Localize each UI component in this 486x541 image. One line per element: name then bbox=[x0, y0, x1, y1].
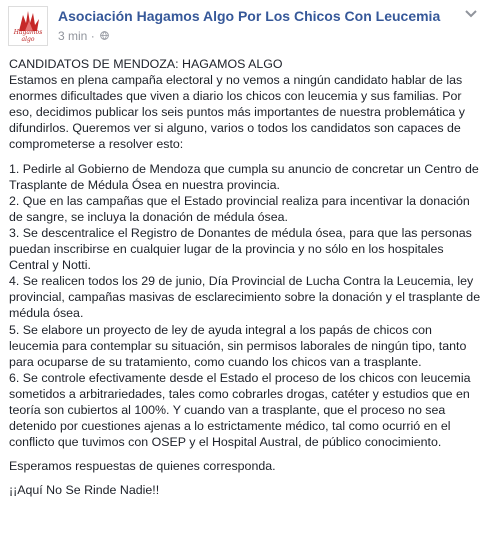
avatar[interactable] bbox=[8, 6, 48, 46]
globe-icon[interactable] bbox=[100, 31, 109, 40]
post-body bbox=[9, 56, 481, 498]
avatar-sublabel: por los chicos con leucemia bbox=[9, 44, 47, 46]
post-meta bbox=[58, 28, 109, 43]
point-1: 1. Pedirle al Gobierno de Mendoza que cumpla su anuncio de concretar un Centro de Trasplante de Médula Ósea en nuestra provincia. bbox=[9, 161, 479, 192]
meta-separator: · bbox=[90, 28, 95, 43]
point-4: 4. Se realicen todos los 29 de junio, Día Provincial de Lucha Contra la Leucemia, ley provincial, campañas masivas de esclarecimiento sobre la donación y el trasplante de médula ósea. bbox=[9, 274, 481, 321]
point-5: 5. Se elabore un proyecto de ley de ayuda integral a los papás de chicos con leucemia para contemplar su situación, sin permisos laborales de ningún tipo, tanto para ocuparse de su tratamiento, como cuando los chicos van a trasplante. bbox=[9, 322, 467, 369]
chevron-down-icon[interactable] bbox=[464, 9, 478, 19]
post-closing: Esperamos respuestas de quienes corresponda. bbox=[9, 459, 276, 474]
post-timestamp[interactable]: 3 min bbox=[58, 28, 88, 43]
avatar-label: Hagamos algo bbox=[13, 29, 43, 43]
post-signoff: ¡¡Aquí No Se Rinde Nadie!! bbox=[9, 483, 160, 498]
point-6: 6. Se controle efectivamente desde el Estado el proceso de los chicos con leucemia sometidos a arbitrariedades, tales como cobrarles drogas, catéter y estudios que en teoría son cubiertos al 100%. Y cuando van a trasplante, que el proceso no sea detenido por cuestiones ajenas a lo estrictamente médico, tal como ocurrió en el conflicto que tuvimos con OSEP y el Hospital Austral, de público conocimiento. bbox=[9, 370, 471, 450]
post-intro: Estamos en plena campaña electoral y no vemos a ningún candidato hablar de las enormes dificultades que viven a diario los chicos con leucemia y sus familias. Por eso, decidimos publicar los seis puntos más importantes de nuestra problemática y difundirlos. Queremos ver si alguno, varios o todos los candidatos son capaces de comprometerse a resolver esto: bbox=[9, 73, 465, 152]
point-2: 2. Que en las campañas que el Estado provincial realiza para incentivar la donación de sangre, se incluya la donación de médula ósea. bbox=[9, 193, 470, 224]
page-name-link[interactable]: Asociación Hagamos Algo Por Los Chicos Con Leucemia bbox=[58, 8, 441, 24]
post-header bbox=[8, 6, 478, 46]
point-3: 3. Se descentralice el Registro de Donantes de médula ósea, para que las personas puedan inscribirse en cualquier lugar de la provincia y no sólo en los hospitales Central y Notti. bbox=[9, 225, 472, 273]
post-title: CANDIDATOS DE MENDOZA: HAGAMOS ALGO bbox=[9, 57, 283, 71]
